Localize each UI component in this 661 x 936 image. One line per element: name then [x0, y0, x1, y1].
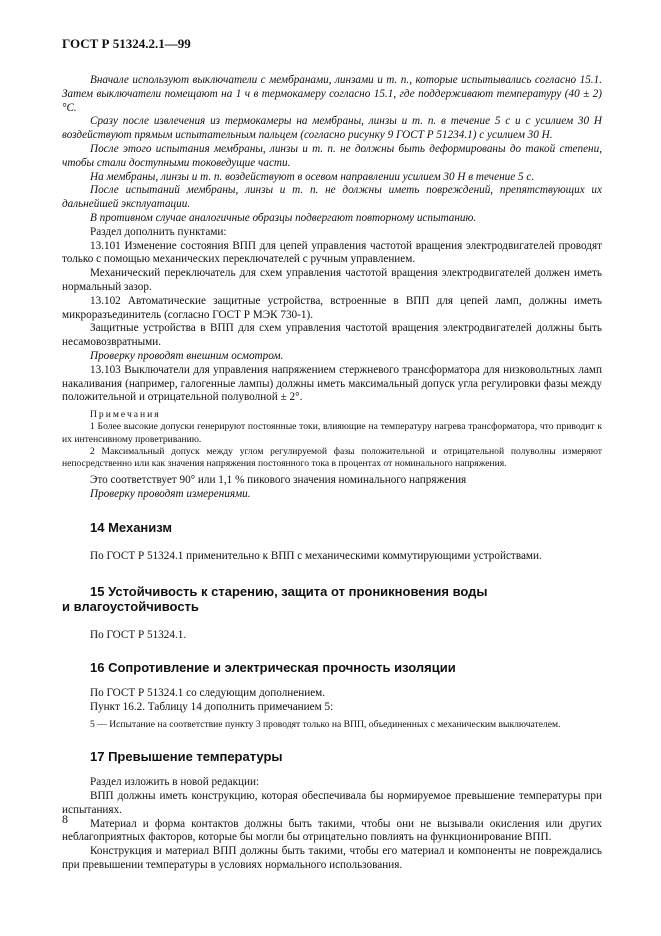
note-1: 1 Более высокие допуски генерируют постоянные токи, влияющие на температуру нагрева трансформатора, что приводит к их интенсивному проветриванию. — [62, 421, 602, 445]
section-heading-14: 14 Механизм — [90, 519, 173, 535]
paragraph: На мембраны, линзы и т. п. воздействуют в осевом направлении усилием 30 Н в течение 5 с. — [90, 170, 535, 183]
page-number: 8 — [62, 812, 68, 826]
section-15-text: По ГОСТ Р 51324.1. — [90, 628, 187, 641]
section-heading-15-line1: 15 Устойчивость к старению, защита от проникновения воды — [90, 583, 488, 599]
paragraph: После этого испытания мембраны, линзы и т. п. не должны быть деформированы до такой степени, чтобы стали доступными токоведущие части. — [62, 142, 602, 169]
paragraph: Сразу после извлечения из термокамеры на мембраны, линзы и т. п. в течение 5 с и с усилием 30 Н воздействуют прямым испытательным пальцем (согласно рисунку 9 ГОСТ Р 51234.1) с усилием 30 Н. — [62, 115, 602, 142]
section-14-text: По ГОСТ Р 51324.1 применительно к ВПП с механическими коммутирующими устройствами. — [90, 549, 542, 562]
section-17-text: Конструкция и материал ВПП должны быть такими, чтобы его материал и компоненты не повреждались при превышении температуры в условиях нормального использования. — [62, 845, 602, 871]
paragraph: Проверку проводят измерениями. — [90, 487, 251, 500]
section-16-text: Пункт 16.2. Таблицу 14 дополнить примечанием 5: — [90, 701, 334, 714]
section-16-text: По ГОСТ Р 51324.1 со следующим дополнением. — [90, 687, 326, 700]
paragraph: Это соответствует 90° или 1,1 % пикового значения номинального напряжения — [90, 474, 467, 487]
document-page — [62, 36, 602, 873]
section-16-note: 5 — Испытание на соответствие пункту 3 проводят только на ВПП, объединенных с механическим выключателем. — [90, 718, 561, 730]
section-17-text: Раздел изложить в новой редакции: — [90, 776, 260, 789]
paragraph: Проверку проводят внешним осмотром. — [90, 349, 284, 362]
section-heading-15 — [62, 584, 602, 614]
section-heading-17: 17 Превышение температуры — [90, 749, 283, 765]
section-17-text: ВПП должны иметь конструкцию, которая обеспечивала бы нормируемое превышение температуры при испытаниях. — [62, 789, 602, 816]
section-heading-16: 16 Сопротивление и электрическая прочность изоляции — [90, 660, 456, 676]
section-17-text: Материал и форма контактов должны быть такими, чтобы они не вызывали окисления или других неблагоприятных факторов, которые бы могли бы отрицательно повлиять на функционирование ВПП. — [62, 817, 602, 844]
paragraph: Раздел дополнить пунктами: — [90, 225, 227, 238]
section-heading-15-line2: и влагоустойчивость — [62, 598, 199, 614]
note-2: 2 Максимальный допуск между углом регулируемой фазы положительной и отрицательной полуволны измеряют непосредственно или как значения напряжения постоянного тока в процентах от номинального напряжения. — [62, 445, 602, 469]
clause-13-101: 13.101 Изменение состояния ВПП для цепей управления частотой вращения электродвигателей проводят только с помощью механических переключателей с ручным управлением. — [62, 239, 602, 266]
paragraph: Механический переключатель для схем управления частотой вращения электродвигателей должен иметь нормальный зазор. — [62, 267, 602, 293]
paragraph: После испытаний мембраны, линзы и т. п. не должны иметь повреждений, препятствующих их дальнейшей эксплуатации. — [62, 184, 602, 211]
clause-13-103: 13.103 Выключатели для управления напряжением стержневого трансформатора для низковольтных ламп накаливания (например, галогенные лампы) должны иметь максимальный допуск угла регулировки фазы между положительной и отрицательной полуволной ± 2°. — [62, 363, 602, 404]
standard-header: ГОСТ Р 51324.2.1—99 — [62, 36, 191, 51]
clause-13-102: 13.102 Автоматические защитные устройства, встроенные в ВПП для цепей ламп, должны иметь микроразъединитель (согласно ГОСТ Р МЭК 730-1). — [62, 294, 602, 321]
notes-title: Примечания — [90, 409, 161, 421]
paragraph: Вначале используют выключатели с мембранами, линзами и т. п., которые испытывались согласно 15.1. Затем выключатели помещают на 1 ч в термокамеру согласно 15.1, где поддерживают температуру (40 ± 2) °С. — [62, 74, 602, 114]
paragraph: В противном случае аналогичные образцы подвергают повторному испытанию. — [90, 211, 477, 224]
paragraph: Защитные устройства в ВПП для схем управления частотой вращения электродвигателей должны быть несамовозвратными. — [62, 322, 602, 349]
